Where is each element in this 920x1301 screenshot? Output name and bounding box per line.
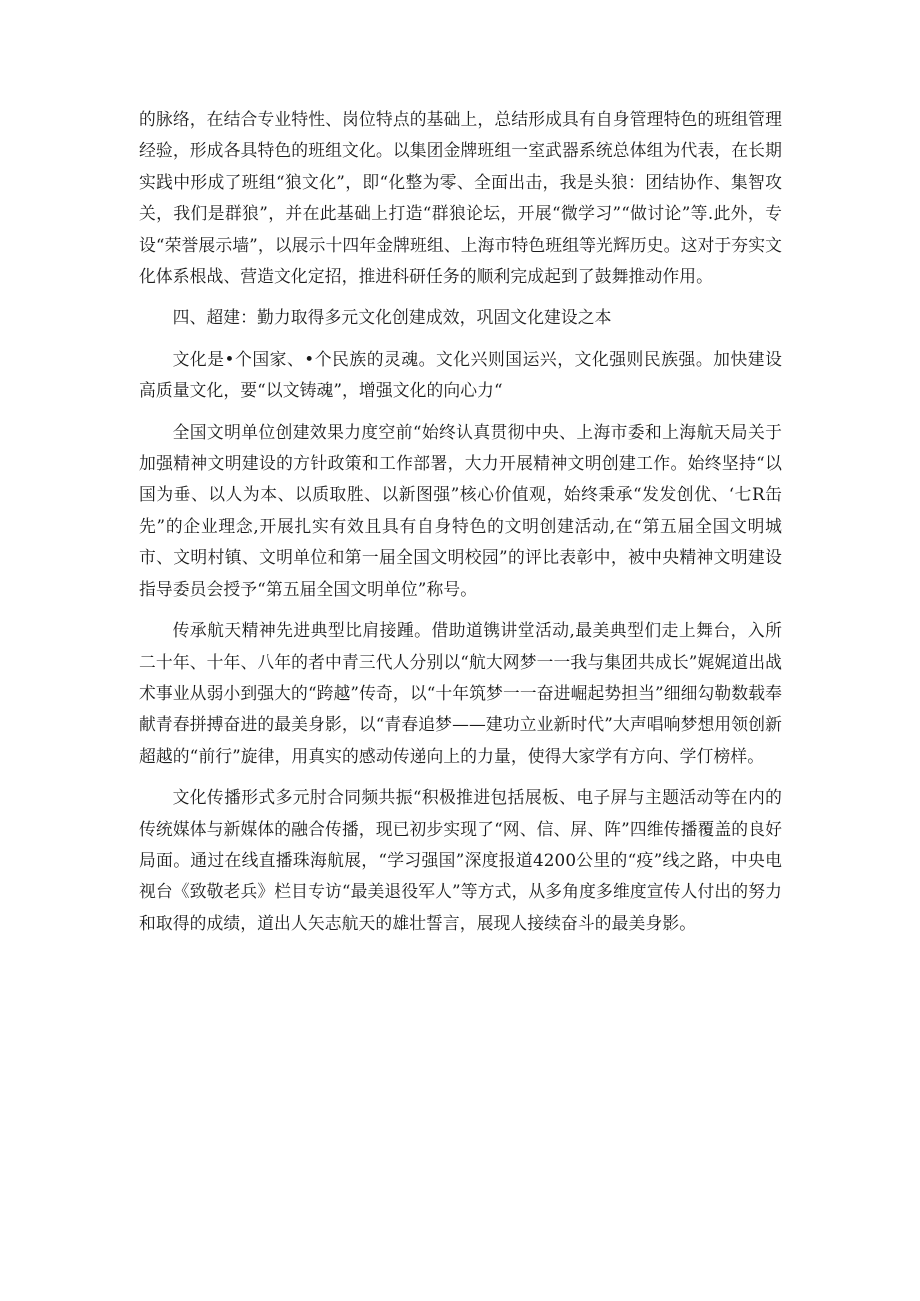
paragraph-culture-soul: 文化是•个国家、•个民族的灵魂。文化兴则国运兴，文化强则民族强。加快建设高质量文化，要“以文铸魂”，增强文化的向心力“ (139, 348, 782, 401)
section-heading: 四、超建：勤力取得多元文化创建成效，巩固文化建设之本 (172, 307, 612, 328)
paragraph-aerospace-spirit: 传承航天精神先进典型比肩接踵。借助道镌讲堂活动,最美典型们走上舞台，入所二十年、十年、八年的者中青三代人分别以“航大网梦一一我与集团共成长”娓娓道出战术事业从弱小到强大的“跨越”传奇，以“十年筑梦一一奋进崛起势担当”细细勾勒数载奉献青春拼搏奋进的最美身影，以“青春追梦——建功立业新时代”大声唱响梦想用领创新超越的“前行”旋律，用真实的感动传递向上的力量，使得大家学有方向、学仃榜样。 (139, 620, 782, 766)
paragraph-civilization-unit: 全国文明单位创建效果力度空前“始终认真贯彻中央、上海市委和上海航天局关于加强精神文明建设的方针政策和工作部署，大力开展精神文明创建工作。始终坚持“以国为垂、以人为本、以质取胜、以新图强”核心价值观，始终秉承“发发创优、‘七R缶先”的企业理念,开展扎实有效且具有自身特色的文明创建活动,在“第五届全国文明城市、文明村镇、文明单位和第一届全国文明校园”的评比表彰中，被中央精神文明建设指导委员会授予“第五届全国文明单位”称号。 (139, 421, 782, 599)
paragraph-continuation: 的脉络，在结合专业特性、岗位特点的基础上，总结形成具有自身管理特色的班组管理经验，形成各具特色的班组文化。以集团金牌班组一室武器系统总体组为代表，在长期实践中形成了班组“狼文化”，即“化整为零、全面出击，我是头狼：团结协作、集智攻关，我们是群狼”，并在此基础上打造“群狼论坛，开展“微学习”“做讨论”等.此外，专设“荣誉展示墙”，以展示十四年金牌班组、上海市特色班组等光辉历史。这对于夯实文化体系根战、营造文化定招，推进科研任务的顺利完成起到了鼓舞推动作用。 (139, 109, 782, 287)
document-body (139, 104, 782, 949)
paragraph-culture-communication: 文化传播形式多元肘合同频共振“积极推进包括展板、电子屏与主题活动等在内的传统媒体与新媒体的融合传播，现已初步实现了“网、信、屏、阵”四维传播覆盖的良好局面。通过在线直播珠海航展，“学习强国”深度报道4200公里的“疫”线之路，中央电视台《致敬老兵》栏目专访“最美退役军人”等方式，从多角度多维度宣传人付出的努力和取得的成绩，道出人矢志航天的雄壮誓言，展现人接续奋斗的最美身影。 (139, 787, 782, 933)
